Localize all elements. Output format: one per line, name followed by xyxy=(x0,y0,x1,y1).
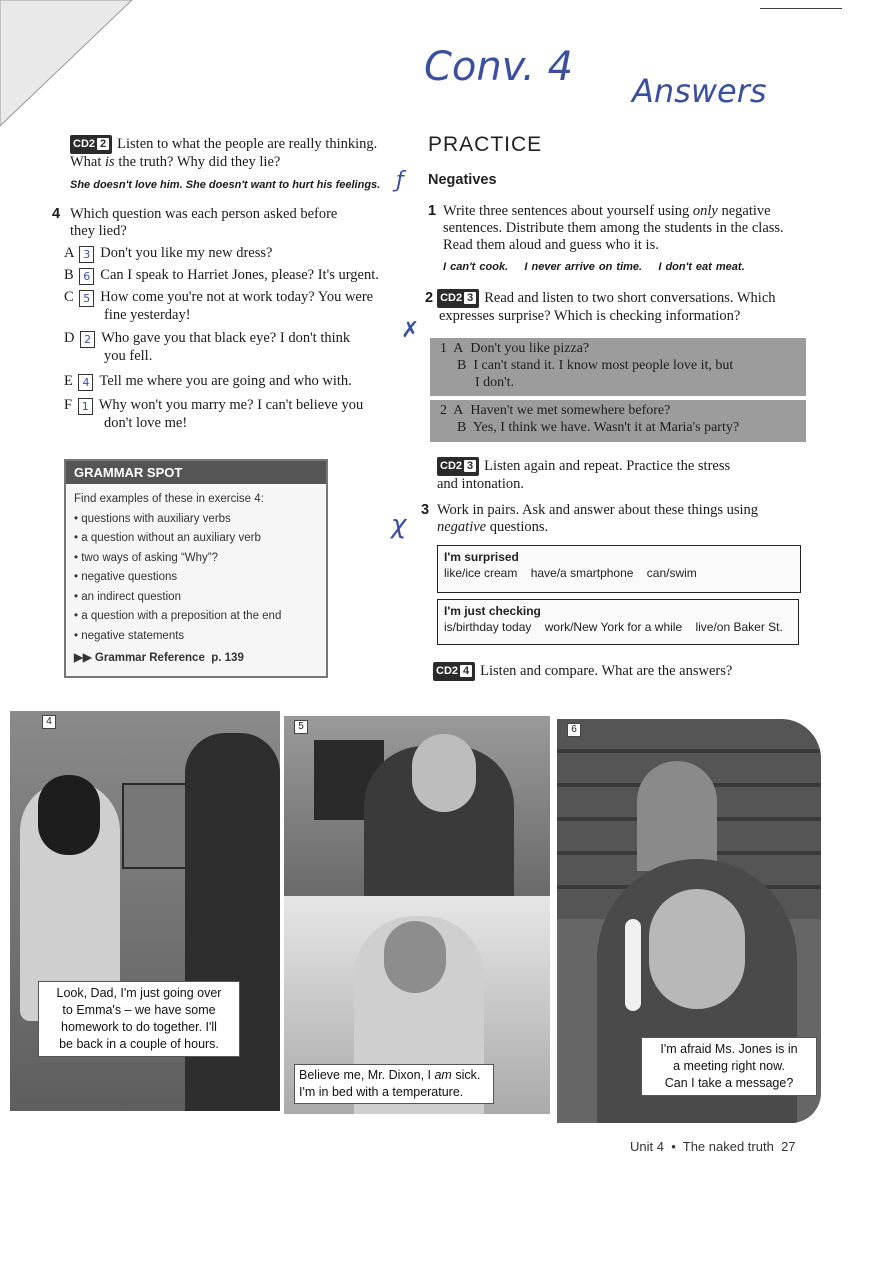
exercise-question: What xyxy=(70,154,106,170)
grammar-bullet: • two ways of asking “Why”? xyxy=(74,551,218,564)
speech-bubble: Believe me, Mr. Dixon, I am sick. I'm in bed with a temperature. xyxy=(294,1064,494,1104)
panel-title: I'm just checking xyxy=(444,604,541,618)
conversation-2: 2 A Haven't we met somewhere before? B Yes, I think we have. Wasn't it at Maria's party? xyxy=(430,400,806,442)
grammar-bullet: • an indirect question xyxy=(74,590,181,603)
listening-exercise xyxy=(70,135,400,194)
conversation-1: 1 A Don't you like pizza? B I can't stand it. I know most people love it, but I don't. xyxy=(430,338,806,396)
exercise-2 xyxy=(425,289,815,325)
negatives-subheading: Negatives xyxy=(428,172,497,188)
wall-picture xyxy=(122,783,192,869)
cd-track-badge[interactable]: CD2 2 xyxy=(70,135,112,154)
grammar-bullet: • negative questions xyxy=(74,571,178,583)
panel-items: like/ice cream have/a smartphone can/swim xyxy=(444,566,697,580)
answer-box[interactable]: 5 xyxy=(79,290,94,307)
footer-title: The naked truth xyxy=(682,1139,774,1154)
grammar-bullet: • a question with a preposition at the end xyxy=(74,610,282,622)
phone-handset xyxy=(625,919,641,1011)
scan-top-line xyxy=(760,8,842,9)
list-item: B 6 Can I speak to Harriet Jones, please? It's urgent. xyxy=(64,267,379,283)
handwritten-x-mark: χ xyxy=(391,510,407,540)
exercise-4-instruction-2: they lied? xyxy=(70,223,127,239)
list-item: E 4 Tell me where you are going and who with. xyxy=(64,373,352,389)
double-arrow-icon: ▶▶ xyxy=(74,652,92,664)
photo-panel-4 xyxy=(10,711,280,1111)
exercise-4-listen-instruction: Listen and compare. What are the answers? xyxy=(480,663,733,679)
example-answer: She doesn't love him. She doesn't want to hurt his feelings. xyxy=(70,179,381,191)
exercise-instruction: Listen to what the people are really thinking. xyxy=(117,136,378,152)
cd-track-badge[interactable]: CD2 3 xyxy=(437,289,479,308)
emphasis-is: is xyxy=(105,154,115,170)
footer-unit: Unit 4 xyxy=(630,1139,664,1154)
grammar-reference-link[interactable]: ▶▶ Grammar Reference p. 139 xyxy=(74,652,244,664)
exercise-number: 2 xyxy=(425,290,434,306)
exercise-2-instruction-2: expresses surprise? Which is checking information? xyxy=(439,308,741,324)
question-list xyxy=(64,245,399,432)
exercise-2b-instruction-2: and intonation. xyxy=(437,476,524,492)
panel-items: is/birthday today work/New York for a while live/on Baker St. xyxy=(444,620,783,634)
exercise-2b-instruction: Listen again and repeat. Practice the stress xyxy=(484,458,731,474)
exercise-1 xyxy=(428,203,813,276)
grammar-spot-box xyxy=(64,459,328,678)
answer-box[interactable]: 2 xyxy=(80,331,95,348)
speech-bubble: Look, Dad, I'm just going over to Emma's – we have some homework to do together. I'll be back in a couple of hours. xyxy=(38,981,240,1057)
handwritten-conv-note: Conv. 4 xyxy=(424,44,574,90)
exercise-1-line: Write three sentences about yourself using only negative xyxy=(443,203,771,219)
exercise-3-instruction-2: negative questions. xyxy=(437,519,549,535)
checking-panel xyxy=(437,599,799,645)
page-number: 27 xyxy=(781,1139,796,1154)
list-item: C 5 How come you're not at work today? You were fine yesterday! xyxy=(64,289,374,323)
speech-bubble: I'm afraid Ms. Jones is in a meeting right now. Can I take a message? xyxy=(641,1037,817,1096)
secretary-face xyxy=(649,889,745,1009)
answer-box[interactable]: 4 xyxy=(78,374,93,391)
handwritten-answers-note: Answers xyxy=(632,72,767,110)
exercise-1-line: sentences. Distribute them among the students in the class. xyxy=(443,220,784,236)
surprised-panel xyxy=(437,545,801,593)
exercise-2-instruction: Read and listen to two short conversations. Which xyxy=(484,290,776,306)
practice-heading: PRACTICE xyxy=(428,133,543,156)
list-item: F 1 Why won't you marry me? I can't believe you don't love me! xyxy=(64,397,364,431)
exercise-number: 1 xyxy=(428,203,437,219)
sick-man-head xyxy=(384,921,446,993)
grammar-bullet: • negative statements xyxy=(74,629,185,642)
photo-panel-5 xyxy=(284,716,550,1114)
exercise-number: 3 xyxy=(421,502,430,518)
grammar-spot-title: GRAMMAR SPOT xyxy=(66,461,326,484)
photo-number: 5 xyxy=(294,720,308,734)
exercise-4 xyxy=(52,206,397,240)
answer-box[interactable]: 3 xyxy=(79,246,94,263)
cd-track-badge[interactable]: CD2 3 xyxy=(437,457,479,476)
grammar-bullet: • questions with auxiliary verbs xyxy=(74,512,231,525)
grammar-bullet: • a question without an auxiliary verb xyxy=(74,532,261,544)
list-item: A 3 Don't you like my new dress? xyxy=(64,245,273,261)
exercise-3-instruction: Work in pairs. Ask and answer about these things using xyxy=(437,502,759,518)
footer-separator: • xyxy=(671,1139,676,1154)
photo-panel-6 xyxy=(557,719,821,1123)
scan-corner-shadow xyxy=(0,0,140,130)
girl-hair xyxy=(38,775,100,855)
photo-number: 4 xyxy=(42,715,56,729)
answer-box[interactable]: 1 xyxy=(78,398,93,415)
exercise-3 xyxy=(421,502,813,536)
exercise-4-instruction: Which question was each person asked before xyxy=(70,206,338,222)
exercise-number: 4 xyxy=(52,206,61,222)
cd-track-badge[interactable]: CD2 4 xyxy=(433,662,475,681)
panel-title: I'm surprised xyxy=(444,550,519,564)
exercise-4-listen xyxy=(433,662,813,681)
exercise-question-rest: the truth? Why did they lie? xyxy=(114,154,281,170)
exercise-1-line: Read them aloud and guess who it is. xyxy=(443,237,659,253)
handwritten-cross-mark: ✗ xyxy=(401,318,420,343)
back-woman-figure xyxy=(637,761,717,871)
grammar-spot-intro: Find examples of these in exercise 4: xyxy=(74,493,264,505)
exercise-1-examples: I can't cook. I never arrive on time. I don't eat meat. xyxy=(443,261,745,273)
exercise-2b xyxy=(437,457,807,493)
answer-box[interactable]: 6 xyxy=(79,268,94,285)
boss-head xyxy=(412,734,476,812)
photo-number: 6 xyxy=(567,723,581,737)
page-footer xyxy=(630,1139,796,1154)
list-item: D 2 Who gave you that black eye? I don't think you fell. xyxy=(64,330,351,364)
handwritten-check: ƒ xyxy=(396,168,404,193)
